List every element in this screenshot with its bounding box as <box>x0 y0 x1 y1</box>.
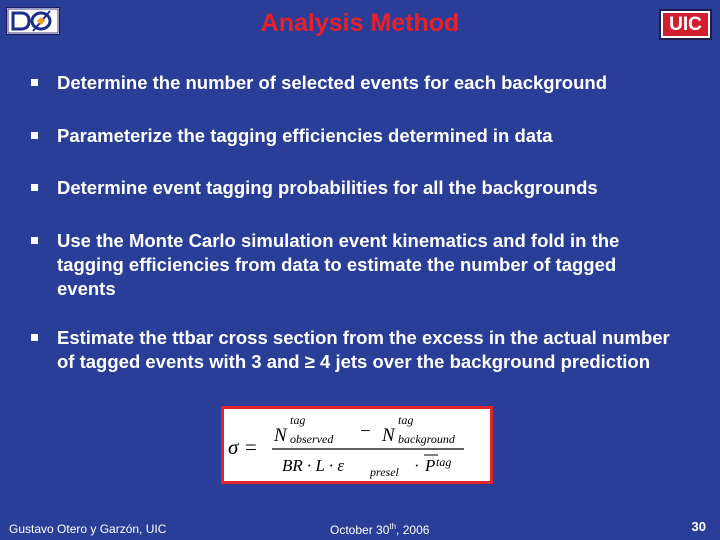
footer-date-suffix: , 2006 <box>396 523 430 537</box>
bullet-text-3: Determine event tagging probabilities for all the backgrounds <box>57 177 598 198</box>
bullet-text-5: Estimate the ttbar cross section from the excess in the actual number of tagged events with 3 and ≥ 4 jets over the background prediction <box>57 327 670 372</box>
footer-date-prefix: October 30 <box>330 523 390 537</box>
footer-date <box>330 522 429 537</box>
uic-logo: UIC <box>659 9 712 40</box>
formula-minus: − <box>360 421 371 442</box>
formula-p-sup: tag <box>436 455 452 469</box>
formula-denominator: BR · L · ε <box>282 456 345 475</box>
bullet-marker <box>31 237 38 244</box>
cross-section-formula <box>221 406 493 484</box>
bullet-text-1: Determine the number of selected events for each background <box>57 72 608 93</box>
footer-author: Gustavo Otero y Garzón, UIC <box>9 522 167 536</box>
page-number: 30 <box>691 519 706 534</box>
footer-date-sup: th <box>389 522 397 531</box>
formula-dot: · <box>414 456 420 475</box>
formula-p: P <box>425 456 436 475</box>
page-title: Analysis Method <box>260 9 460 37</box>
formula-n-background-sub: background <box>398 432 455 446</box>
bullet-text-2: Parameterize the tagging efficiencies determined in data <box>57 125 553 146</box>
formula-n-observed-sub: observed <box>290 432 334 446</box>
formula-denominator-sub: presel <box>370 465 399 479</box>
bullet-text-4: Use the Monte Carlo simulation event kinematics and fold in the tagging efficiencies from data to estimate the number of tagged events <box>57 230 620 299</box>
formula-sigma: σ = <box>228 435 258 459</box>
bullet-marker <box>31 184 38 191</box>
formula-n-background: N <box>382 425 395 446</box>
formula-n-background-sup: tag <box>398 413 414 427</box>
formula-n-observed-sup: tag <box>290 413 306 427</box>
bullet-marker <box>31 79 38 86</box>
bullet-marker <box>31 334 38 341</box>
bullet-marker <box>31 132 38 139</box>
formula-n-observed: N <box>274 425 287 446</box>
